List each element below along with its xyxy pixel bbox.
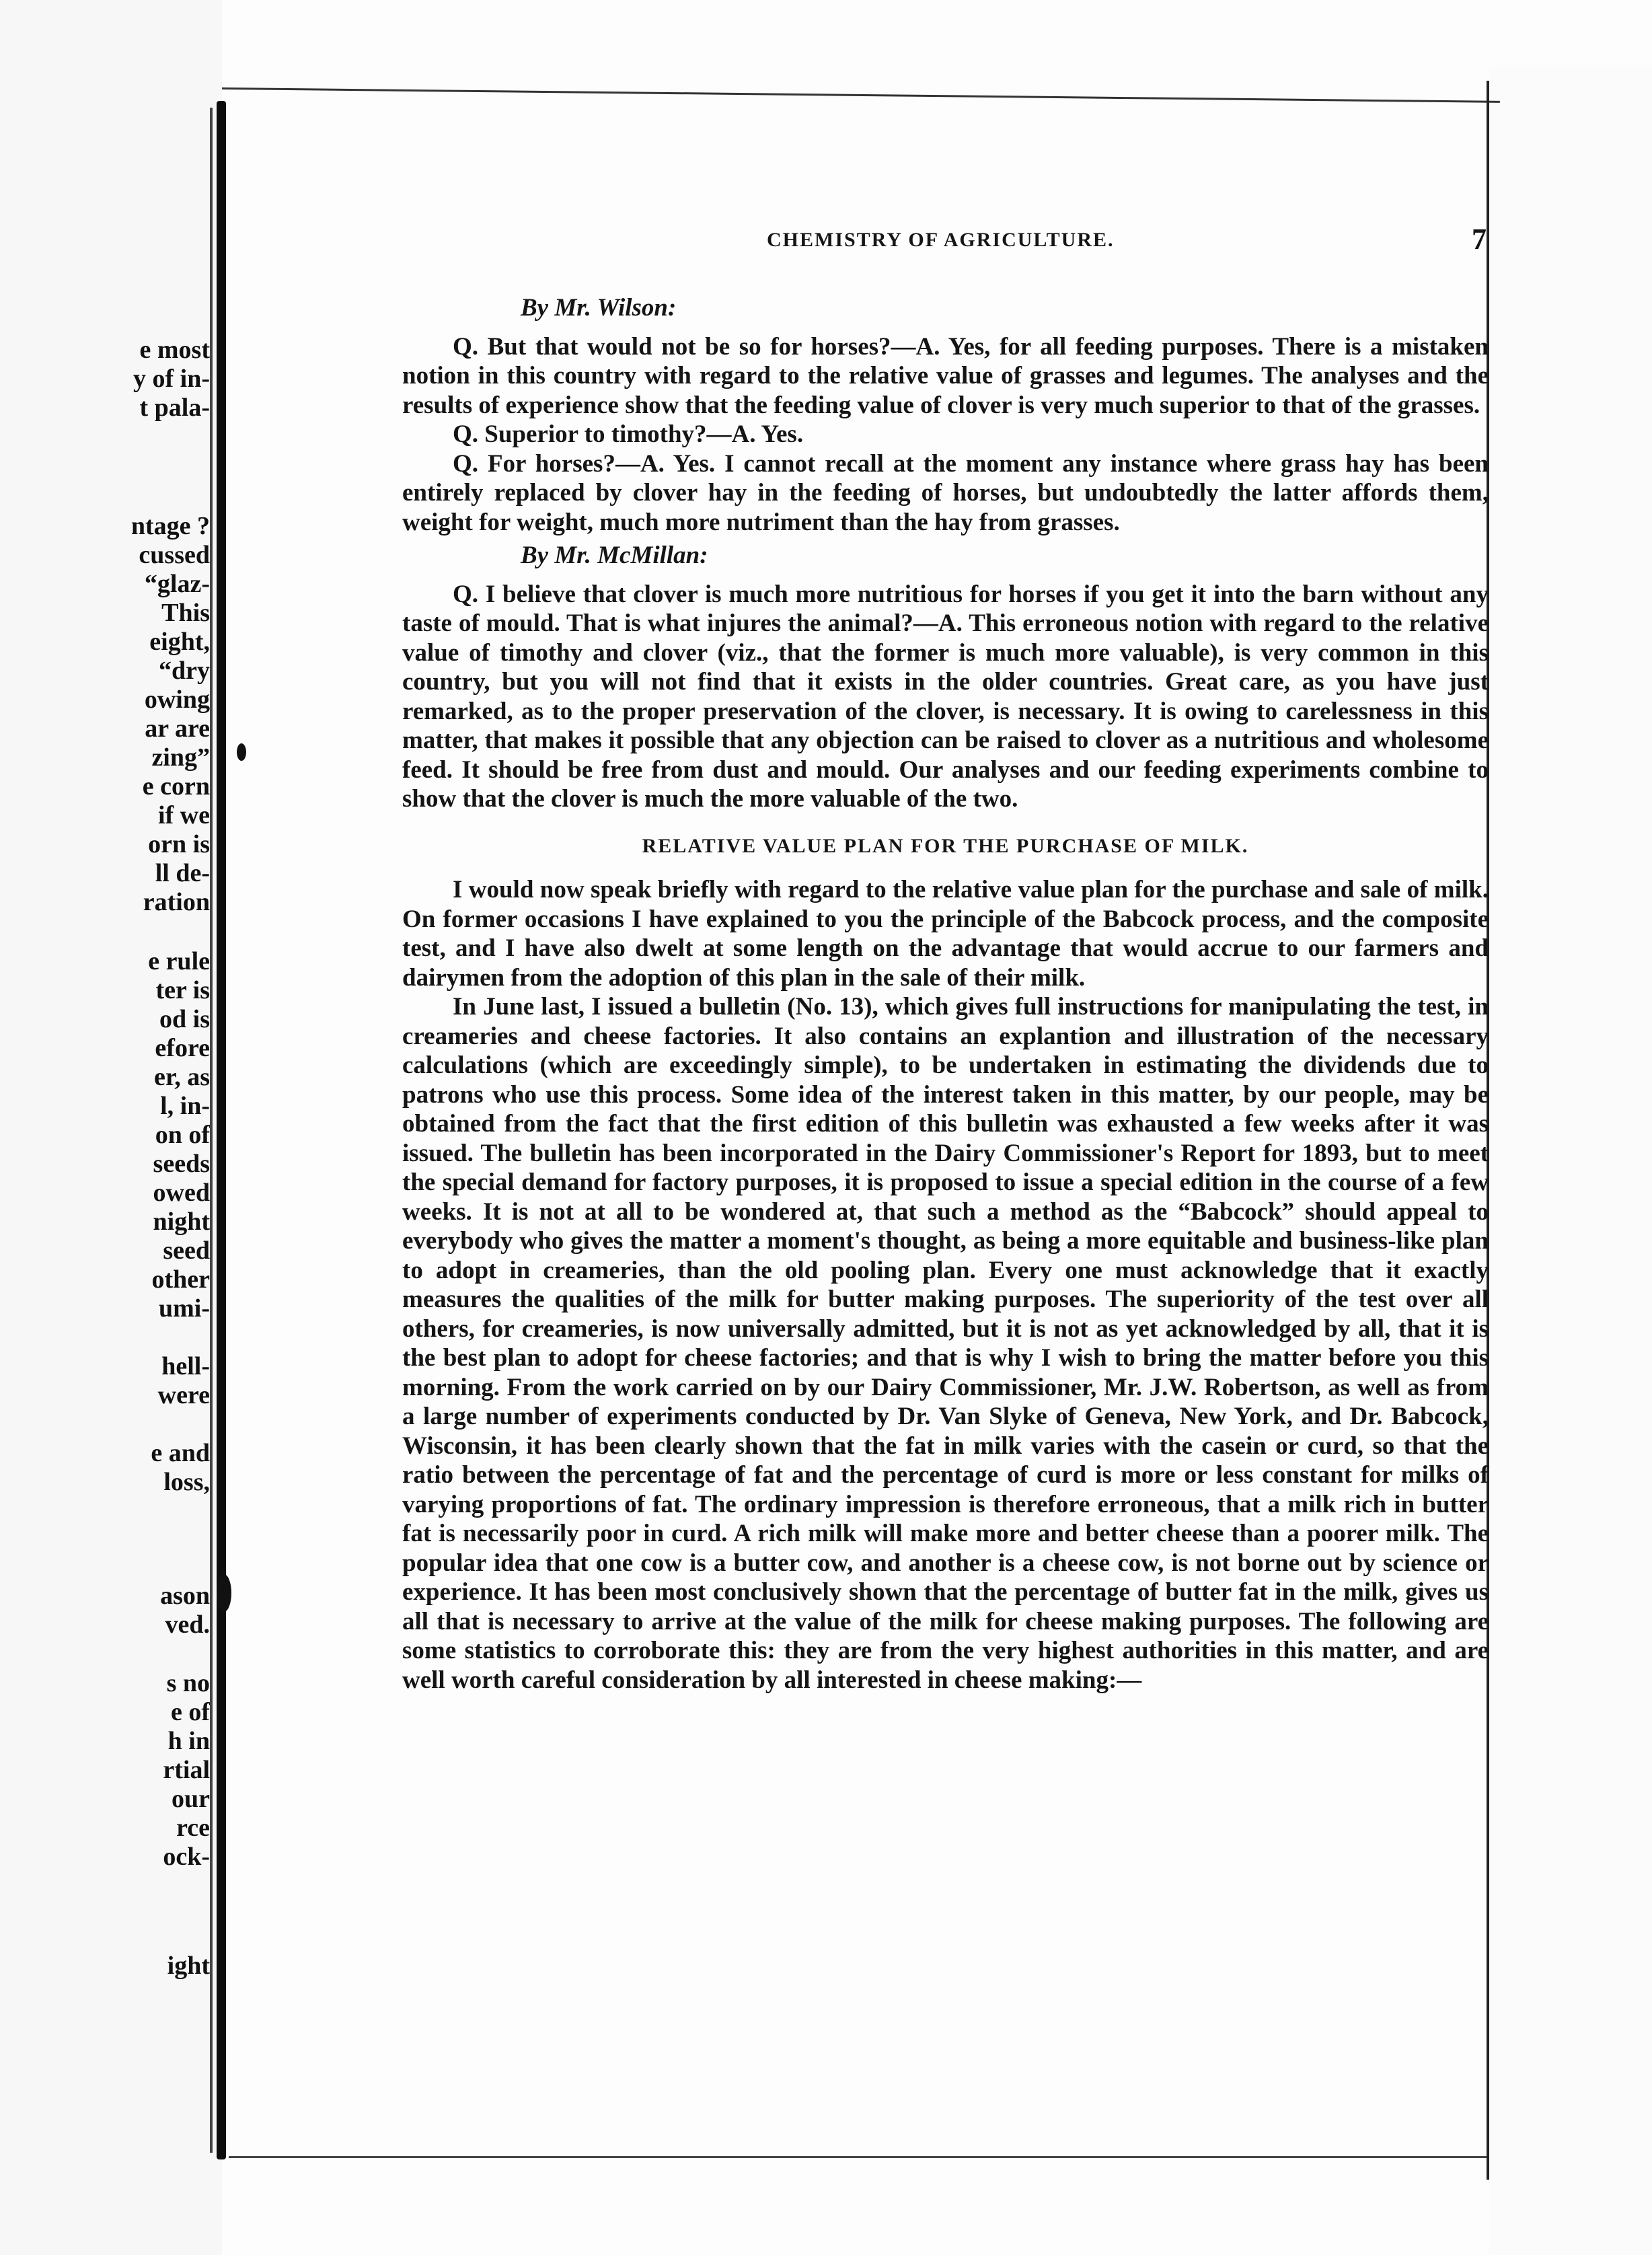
facing-page-fragment: ar are	[145, 714, 210, 743]
facing-page-fragment: if we	[157, 801, 210, 829]
facing-page-fragment: e most	[139, 336, 210, 364]
facing-page-fragment: od is	[159, 1005, 210, 1033]
page-binding-line	[217, 101, 226, 2159]
facing-page-fragment: owed	[153, 1179, 210, 1207]
paragraph: In June last, I issued a bulletin (No. 13), which gives full instructions for manipulating the test, in creameries and cheese factories. It also contains an explantion and illustration of the necessary calculations (which are exceedingly simple), to be undertaken in estimating the dividends due to patrons who use this process. Some idea of the interest taken in this matter, by our people, may be obtained from the fact that the first edition of this bulletin was exhausted a few weeks after it was issued. The bulletin has been incorporated in the Dairy Commissioner's Report for 1893, but to meet the special demand for factory purposes, it is proposed to issue a special edition in the course of a few weeks. It is not at all to be wondered at, that such a method as the “Babcock” should appeal to everybody who gives the matter a moment's thought, as being a more equitable and business-like plan to adopt in creameries, than the old pooling plan. Every one must acknowledge that it exactly measures the qualities of the milk for butter making purposes. The superiority of the test over all others, for creameries, is now universally admitted, but it is not as yet acknowledged by all, that it is the best plan to adopt for cheese factories; and that is why I wish to bring the matter before you this morning. From the work carried on by our Dairy Commissioner, Mr. J.W. Robertson, as well as from a large number of experiments conducted by Dr. Van Slyke of Geneva, New York, and Dr. Babcock, Wisconsin, it has been clearly shown that the fat in milk varies with the casein or curd, so that the ratio between the percentage of fat and the percentage of curd is more or less constant for milks of varying proportions of fat. The ordinary impression is therefore erroneous, that a milk rich in butter fat is necessarily poor in curd. A rich milk will make more and better cheese than a poorer milk. The popular idea that one cow is a butter cow, and another is a cheese cow, is not borne out by science or experience. It has been most conclusively shown that the percentage of butter fat in the milk, gives us all that is necessary to arrive at the value of the milk for cheese making purposes. The following are some statistics to corroborate this: they are from the very highest authorities in this matter, and are well worth careful consideration by all interested in cheese making:—	[402, 993, 1489, 1694]
facing-page-fragment: were	[157, 1381, 210, 1409]
facing-page-fragment: ntage ?	[130, 512, 210, 540]
facing-page-fragment: seeds	[153, 1150, 210, 1178]
facing-page-fragment: e rule	[148, 947, 210, 975]
facing-page-fragment: y of in-	[133, 365, 210, 393]
facing-page-fragment: t pala-	[139, 394, 210, 422]
running-header: CHEMISTRY OF AGRICULTURE.	[767, 229, 1115, 251]
binding-shadow	[210, 108, 213, 2153]
facing-page-edge	[0, 0, 222, 2255]
page-edge-right	[1489, 67, 1652, 2255]
facing-page-fragment: hell-	[161, 1352, 210, 1380]
paragraph: Q. For horses?—A. Yes. I cannot recall at the moment any instance where grass hay has been entirely replaced by clover hay in the feeding of horses, but undoubtedly the latter affords them, weight for weight, much more nutriment than the hay from grasses.	[402, 449, 1489, 536]
paragraph: Q. But that would not be so for horses?—A. Yes, for all feeding purposes. There is a mistaken notion in this country with regard to the relative value of grasses and legumes. The analyses and the results of experience show that the feeding value of clover is very much superior to that of the grasses.	[402, 332, 1489, 419]
facing-page-fragment: “dry	[159, 657, 210, 685]
facing-page-fragment: zing”	[151, 743, 210, 772]
facing-page-fragment: on of	[155, 1121, 210, 1149]
facing-page-fragment: owing	[144, 686, 210, 714]
speaker-heading: By Mr. McMillan:	[521, 542, 708, 569]
facing-page-fragment: This	[161, 599, 210, 627]
facing-page-fragment: cussed	[139, 541, 210, 569]
facing-page-fragment: eight,	[149, 628, 210, 656]
paragraph: I would now speak briefly with regard to the relative value plan for the purchase and sale of milk. On former occasions I have explained to you the principle of the Babcock process, and the composite test, and I have also dwelt at some length on the advantage that would accrue to our farmers and dairymen from the adoption of this plan in the sale of their milk.	[402, 876, 1489, 992]
facing-page-fragment: ration	[143, 888, 210, 916]
ink-mark	[237, 743, 246, 761]
facing-page-fragment: seed	[163, 1236, 210, 1265]
facing-page-fragment: e of	[170, 1698, 210, 1726]
facing-page-fragment: night	[153, 1208, 210, 1236]
speaker-heading: By Mr. Wilson:	[521, 294, 677, 322]
page-bottom-edge	[229, 2156, 1487, 2158]
facing-page-fragment: loss,	[163, 1468, 210, 1496]
page-body	[402, 289, 1489, 1695]
facing-page-fragment: rtial	[163, 1756, 210, 1784]
paragraph: Q. Superior to timothy?—A. Yes.	[453, 420, 804, 448]
facing-page-fragment: ved.	[165, 1611, 210, 1639]
facing-page-fragment: “glaz-	[144, 570, 210, 598]
facing-page-fragment: h in	[167, 1727, 210, 1755]
facing-page-fragment: efore	[155, 1034, 210, 1062]
facing-page-fragment: er, as	[153, 1063, 210, 1091]
facing-page-fragment: ll de-	[155, 859, 210, 887]
facing-page-fragment: orn is	[148, 830, 210, 858]
facing-page-fragment: ight	[167, 1952, 210, 1980]
facing-page-fragment: rce	[176, 1814, 210, 1842]
facing-page-fragment: umi-	[159, 1294, 210, 1323]
facing-page-fragment: e and	[151, 1439, 210, 1467]
facing-page-fragment: other	[151, 1265, 210, 1294]
facing-page-fragment: ason	[160, 1582, 210, 1610]
page-number: 7	[1472, 223, 1487, 256]
facing-page-fragment: l, in-	[160, 1092, 210, 1120]
facing-page-fragment: s no	[166, 1669, 210, 1697]
facing-page-fragment: ter is	[155, 976, 210, 1004]
facing-page-fragment: ock-	[163, 1843, 210, 1871]
paragraph: Q. I believe that clover is much more nutritious for horses if you get it into the barn without any taste of mould. That is what injures the animal?—A. This erroneous notion with regard to the relative value of timothy and clover (viz., that the former is much more valuable), is very common in this country, but you will not find that it exists in the older countries. Great care, as you have just remarked, as to the proper preservation of the clover, is necessary. It is owing to carelessness in this matter, that makes it possible that any objection can be raised to clover as a nutritious and wholesome feed. It should be free from dust and mould. Our analyses and our feeding experiments combine to show that the clover is much the more valuable of the two.	[402, 580, 1489, 813]
section-heading: RELATIVE VALUE PLAN FOR THE PURCHASE OF MILK.	[642, 834, 1249, 857]
ink-mark	[217, 1574, 231, 1612]
facing-page-fragment: our	[172, 1785, 210, 1813]
facing-page-fragment: e corn	[142, 772, 210, 801]
